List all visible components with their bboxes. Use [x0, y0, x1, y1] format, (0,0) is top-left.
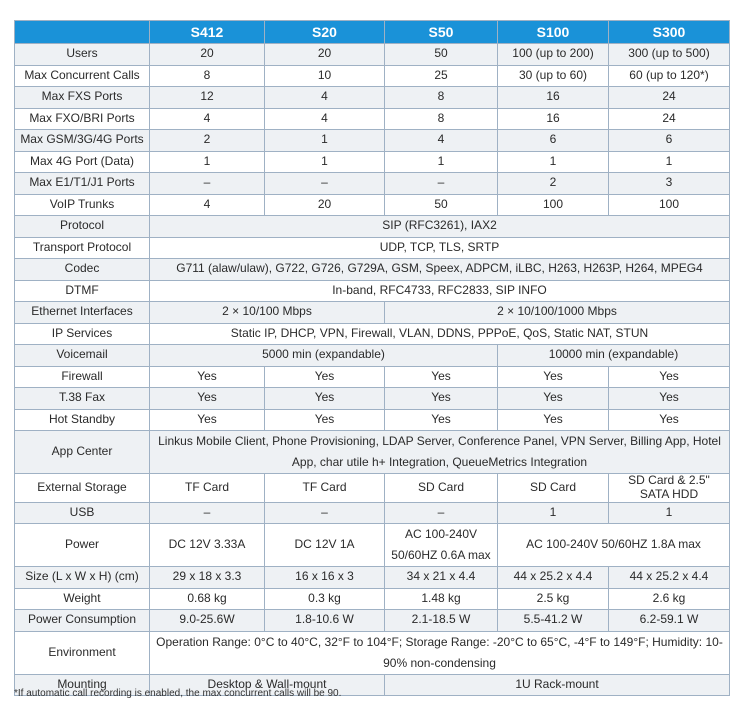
cell-s20: Yes — [265, 366, 385, 388]
cell-s100: 6 — [498, 130, 609, 152]
cell-s100-s300: AC 100-240V 50/60HZ 1.8A max — [498, 524, 730, 567]
row-label: App Center — [15, 431, 150, 474]
cell-s50: 34 x 21 x 4.4 — [385, 567, 498, 589]
row-fxo — [15, 108, 730, 130]
cell-s20: – — [265, 502, 385, 524]
cell-s100: 2 — [498, 173, 609, 195]
cell-s20: TF Card — [265, 474, 385, 503]
cell-s100: Yes — [498, 366, 609, 388]
row-label: Protocol — [15, 216, 150, 238]
row-label: Weight — [15, 588, 150, 610]
cell-s20: Yes — [265, 388, 385, 410]
cell-s100: SD Card — [498, 474, 609, 503]
row-hot-standby — [15, 409, 730, 431]
row-label: Power — [15, 524, 150, 567]
cell-left: 2 × 10/100 Mbps — [150, 302, 385, 324]
cell-s20: 4 — [265, 87, 385, 109]
cell-s50: – — [385, 173, 498, 195]
row-label: Voicemail — [15, 345, 150, 367]
cell-s50: SD Card — [385, 474, 498, 503]
cell-s412: 4 — [150, 108, 265, 130]
cell-s100: 5.5-41.2 W — [498, 610, 609, 632]
row-label: DTMF — [15, 280, 150, 302]
header-blank — [15, 21, 150, 44]
row-voicemail — [15, 345, 730, 367]
row-4g-data — [15, 151, 730, 173]
cell-s20: 20 — [265, 194, 385, 216]
cell-s412: DC 12V 3.33A — [150, 524, 265, 567]
cell-s300: 2.6 kg — [609, 588, 730, 610]
row-ethernet — [15, 302, 730, 324]
row-label: Size (L x W x H) (cm) — [15, 567, 150, 589]
row-label: Max 4G Port (Data) — [15, 151, 150, 173]
cell-s412: 8 — [150, 65, 265, 87]
row-ip-services — [15, 323, 730, 345]
cell-all: G711 (alaw/ulaw), G722, G726, G729A, GSM, Speex, ADPCM, iLBC, H263, H263P, H264, MPEG4 — [150, 259, 730, 281]
header-s300: S300 — [609, 21, 730, 44]
row-label: Firewall — [15, 366, 150, 388]
cell-right: 10000 min (expandable) — [498, 345, 730, 367]
cell-s50: Yes — [385, 366, 498, 388]
cell-s300: Yes — [609, 388, 730, 410]
cell-s50: 1 — [385, 151, 498, 173]
cell-s50: 8 — [385, 108, 498, 130]
cell-all: Operation Range: 0°C to 40°C, 32°F to 104°F; Storage Range: -20°C to 65°C, -4°F to 149°F; Humidity: 10-90% non-condensing — [150, 631, 730, 674]
cell-s412: 29 x 18 x 3.3 — [150, 567, 265, 589]
row-label: Codec — [15, 259, 150, 281]
cell-s50: 1.48 kg — [385, 588, 498, 610]
cell-left: Desktop & Wall-mount — [150, 674, 385, 696]
cell-s300: 100 — [609, 194, 730, 216]
row-label: T.38 Fax — [15, 388, 150, 410]
cell-s50: 50 — [385, 194, 498, 216]
cell-s300: Yes — [609, 366, 730, 388]
row-users — [15, 44, 730, 66]
cell-s300: 44 x 25.2 x 4.4 — [609, 567, 730, 589]
cell-s412: – — [150, 502, 265, 524]
row-environment — [15, 631, 730, 674]
cell-right: 1U Rack-mount — [385, 674, 730, 696]
row-label: External Storage — [15, 474, 150, 503]
row-storage — [15, 474, 730, 503]
cell-s100: 30 (up to 60) — [498, 65, 609, 87]
row-e1 — [15, 173, 730, 195]
row-size — [15, 567, 730, 589]
header-row — [15, 21, 730, 44]
cell-s300: 1 — [609, 151, 730, 173]
cell-s20: Yes — [265, 409, 385, 431]
cell-s412: 0.68 kg — [150, 588, 265, 610]
spec-table-container — [14, 20, 729, 696]
cell-s300: 24 — [609, 108, 730, 130]
row-label: Mounting — [15, 674, 150, 696]
cell-s100: 100 — [498, 194, 609, 216]
cell-s300: 1 — [609, 502, 730, 524]
row-voip-trunks — [15, 194, 730, 216]
row-firewall — [15, 366, 730, 388]
row-gsm — [15, 130, 730, 152]
row-power — [15, 524, 730, 567]
cell-s300: 300 (up to 500) — [609, 44, 730, 66]
cell-s412: – — [150, 173, 265, 195]
cell-s20: 1 — [265, 151, 385, 173]
cell-s50: 25 — [385, 65, 498, 87]
row-usb — [15, 502, 730, 524]
cell-s300: SD Card & 2.5" SATA HDD — [609, 474, 730, 503]
row-power-consumption — [15, 610, 730, 632]
cell-s412: Yes — [150, 366, 265, 388]
cell-all: Static IP, DHCP, VPN, Firewall, VLAN, DDNS, PPPoE, QoS, Static NAT, STUN — [150, 323, 730, 345]
cell-s50: AC 100-240V 50/60HZ 0.6A max — [385, 524, 498, 567]
cell-s300: 60 (up to 120*) — [609, 65, 730, 87]
cell-s100: 44 x 25.2 x 4.4 — [498, 567, 609, 589]
cell-s100: Yes — [498, 388, 609, 410]
cell-s20: – — [265, 173, 385, 195]
cell-s20: 10 — [265, 65, 385, 87]
header-s20: S20 — [265, 21, 385, 44]
cell-s20: 4 — [265, 108, 385, 130]
cell-s100: 1 — [498, 151, 609, 173]
cell-s50: – — [385, 502, 498, 524]
row-dtmf — [15, 280, 730, 302]
row-app-center — [15, 431, 730, 474]
header-s412: S412 — [150, 21, 265, 44]
cell-s100: Yes — [498, 409, 609, 431]
cell-s412: 2 — [150, 130, 265, 152]
cell-s300: 24 — [609, 87, 730, 109]
cell-s412: 20 — [150, 44, 265, 66]
row-label: Power Consumption — [15, 610, 150, 632]
cell-all: In-band, RFC4733, RFC2833, SIP INFO — [150, 280, 730, 302]
cell-s50: Yes — [385, 388, 498, 410]
cell-s412: TF Card — [150, 474, 265, 503]
spec-table — [14, 20, 730, 696]
cell-right: 2 × 10/100/1000 Mbps — [385, 302, 730, 324]
cell-s50: 4 — [385, 130, 498, 152]
cell-s412: 4 — [150, 194, 265, 216]
row-label: Max FXO/BRI Ports — [15, 108, 150, 130]
cell-s412: 1 — [150, 151, 265, 173]
cell-s20: DC 12V 1A — [265, 524, 385, 567]
cell-s300: Yes — [609, 409, 730, 431]
header-s100: S100 — [498, 21, 609, 44]
cell-s20: 16 x 16 x 3 — [265, 567, 385, 589]
row-transport — [15, 237, 730, 259]
row-protocol — [15, 216, 730, 238]
row-label: USB — [15, 502, 150, 524]
row-label: IP Services — [15, 323, 150, 345]
cell-s50: 2.1-18.5 W — [385, 610, 498, 632]
cell-s100: 2.5 kg — [498, 588, 609, 610]
cell-s412: 9.0-25.6W — [150, 610, 265, 632]
row-label: Max E1/T1/J1 Ports — [15, 173, 150, 195]
cell-s412: 12 — [150, 87, 265, 109]
row-fax — [15, 388, 730, 410]
header-s50: S50 — [385, 21, 498, 44]
cell-all: SIP (RFC3261), IAX2 — [150, 216, 730, 238]
cell-s20: 20 — [265, 44, 385, 66]
row-label: Hot Standby — [15, 409, 150, 431]
cell-left: 5000 min (expandable) — [150, 345, 498, 367]
cell-all: Linkus Mobile Client, Phone Provisioning, LDAP Server, Conference Panel, VPN Server, Billing App, Hotel App, char utile h+ Integration, QueueMetrics Integration — [150, 431, 730, 474]
cell-s300: 3 — [609, 173, 730, 195]
row-label: Max FXS Ports — [15, 87, 150, 109]
cell-s50: 50 — [385, 44, 498, 66]
cell-s100: 16 — [498, 108, 609, 130]
cell-s412: Yes — [150, 409, 265, 431]
cell-s300: 6.2-59.1 W — [609, 610, 730, 632]
cell-s412: Yes — [150, 388, 265, 410]
row-label: Max GSM/3G/4G Ports — [15, 130, 150, 152]
row-label: Transport Protocol — [15, 237, 150, 259]
cell-s100: 16 — [498, 87, 609, 109]
row-max-calls — [15, 65, 730, 87]
row-label: Max Concurrent Calls — [15, 65, 150, 87]
cell-s20: 0.3 kg — [265, 588, 385, 610]
cell-s300: 6 — [609, 130, 730, 152]
cell-s20: 1.8-10.6 W — [265, 610, 385, 632]
row-codec — [15, 259, 730, 281]
row-label: Users — [15, 44, 150, 66]
cell-s50: Yes — [385, 409, 498, 431]
row-label: VoIP Trunks — [15, 194, 150, 216]
cell-s100: 100 (up to 200) — [498, 44, 609, 66]
row-label: Ethernet Interfaces — [15, 302, 150, 324]
cell-all: UDP, TCP, TLS, SRTP — [150, 237, 730, 259]
row-weight — [15, 588, 730, 610]
footnote: *If automatic call recording is enabled, the max concurrent calls will be 90. — [14, 688, 342, 699]
cell-s20: 1 — [265, 130, 385, 152]
cell-s100: 1 — [498, 502, 609, 524]
row-label: Environment — [15, 631, 150, 674]
row-fxs — [15, 87, 730, 109]
cell-s50: 8 — [385, 87, 498, 109]
